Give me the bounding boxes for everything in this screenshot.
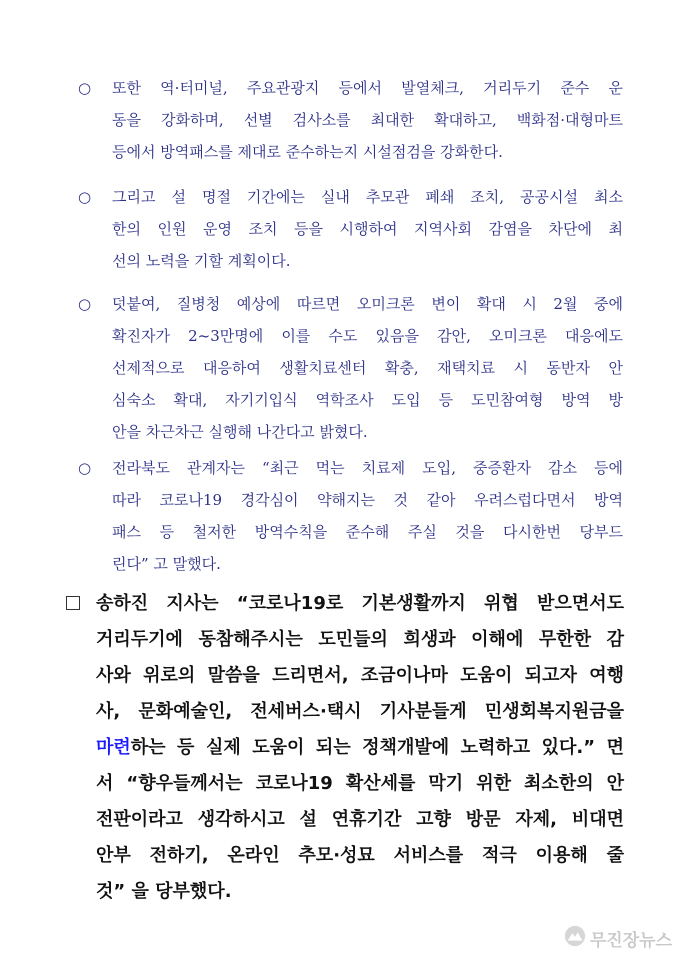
text-line: 것” 을 당부했다. <box>96 881 232 902</box>
text-line: 안을 차근차근 실행해 나간다고 밝혔다. <box>112 423 368 441</box>
text-line: 사와 위로의 말씀을 드리면서, 조금이나마 도움이 되고자 여행 <box>96 665 624 686</box>
text-line: 덧붙여, 질병청 예상에 따르면 오미크론 변이 확대 시 2월 중에 <box>112 295 623 313</box>
text-line: 사, 문화예술인, 전세버스·택시 기사분들게 민생회복지원금을 <box>96 701 624 722</box>
text-line: 린다” 고 말했다. <box>112 555 221 573</box>
bullet-paragraph-3 <box>78 288 623 448</box>
text-segment: 하는 등 실제 도움이 되는 정책개발에 노력하고 있다.” 면 <box>130 737 624 758</box>
text-line: 거리두기에 동참해주시는 도민들의 희생과 이해에 무한한 감 <box>96 629 624 650</box>
bullet-paragraph-1 <box>78 72 623 168</box>
checkbox-square-bullet <box>66 596 80 610</box>
bullet-paragraph-4 <box>78 452 623 580</box>
text-line: 전라북도 관계자는 “최근 먹는 치료제 도입, 중증환자 감소 등에 <box>112 459 623 477</box>
text-line: 그리고 설 명절 기간에는 실내 추모관 폐쇄 조치, 공공시설 최소 <box>112 188 623 206</box>
text-line: 따라 코로나19 경각심이 약해지는 것 같아 우려스럽다면서 방역 <box>112 491 623 509</box>
watermark-logo-icon <box>564 925 586 952</box>
text-line: 안부 전하기, 온라인 추모·성묘 서비스를 적극 이용해 줄 <box>96 845 624 866</box>
circle-bullet: ○ <box>78 79 92 97</box>
text-line: 한의 인원 운영 조치 등을 시행하여 지역사회 감염을 차단에 최 <box>112 220 623 238</box>
text-line: 선제적으로 대응하여 생활치료센터 확충, 재택치료 시 동반자 안 <box>112 359 623 377</box>
text-line: 또한 역·터미널, 주요관광지 등에서 발열체크, 거리두기 준수 운 <box>112 79 623 97</box>
text-line: 서 “향우들께서는 코로나19 확산세를 막기 위한 최소한의 안 <box>96 773 624 794</box>
watermark <box>564 925 672 952</box>
text-line: 선의 노력을 기할 계획이다. <box>112 252 291 270</box>
text-line <box>64 730 624 766</box>
text-line: 확진자가 2~3만명에 이를 수도 있음을 감안, 오미크론 대응에도 <box>112 327 623 345</box>
text-line: 동을 강화하며, 선별 검사소를 최대한 확대하고, 백화점·대형마트 <box>112 111 623 129</box>
bullet-paragraph-2 <box>78 181 623 277</box>
text-line: 전판이라고 생각하시고 설 연휴기간 고향 방문 자제, 비대면 <box>96 809 624 830</box>
circle-bullet: ○ <box>78 295 92 313</box>
text-line: 등에서 방역패스를 제대로 준수하는지 시설점검을 강화한다. <box>112 143 503 161</box>
text-line: 송하진 지사는 “코로나19로 기본생활까지 위협 받으면서도 <box>96 593 624 614</box>
text-line: 패스 등 철저한 방역수칙을 준수해 주실 것을 다시한번 당부드 <box>112 523 623 541</box>
circle-bullet: ○ <box>78 459 92 477</box>
main-paragraph <box>64 586 624 910</box>
highlighted-word: 마련 <box>96 737 131 758</box>
text-line: 심숙소 확대, 자기기입식 역학조사 도입 등 도민참여형 방역 방 <box>112 391 623 409</box>
watermark-text: 무진장뉴스 <box>589 931 672 951</box>
circle-bullet: ○ <box>78 188 92 206</box>
